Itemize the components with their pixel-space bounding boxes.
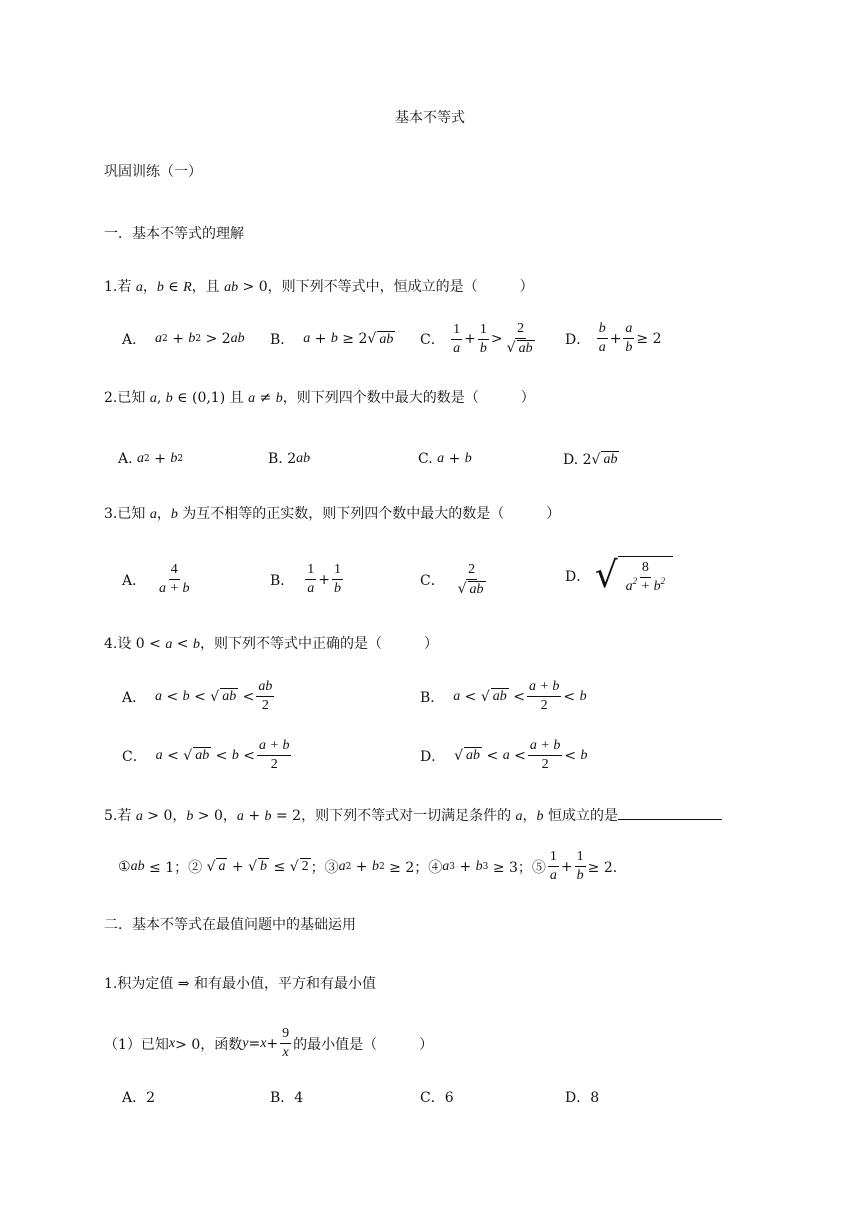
question-2-stem: 2.已知 a, b ∈ (0,1) 且 a ≠ b，则下列四个数中最大的数是（ ）: [104, 390, 535, 406]
question-5-stem: 5.若 a > 0，b > 0，a + b = 2，则下列不等式对一切满足条件的 a，b 恒成立的是: [104, 805, 722, 827]
question-6-stem: （1）已知 x > 0，函数 y = x + $\frac{9}{x}$ 的最小值是（ ）: [104, 1026, 434, 1060]
q1-option-c: C． $\frac{1}{a}$ + $\frac{1}{b}$ > $\frac{2}{√ ab}$: [420, 321, 533, 356]
q1-option-a: A． a 2 + b 2 > 2 ab: [122, 331, 245, 348]
question-3-stem: 3.已知 a，b 为互不相等的正实数，则下列四个数中最大的数是（ ）: [104, 506, 561, 522]
q6-option-b: B．4: [270, 1090, 304, 1106]
page-title: 基本不等式: [395, 110, 465, 126]
q4-option-c: C． a < √ ab < b < $\frac{a + b}{2}$: [122, 738, 290, 772]
q3-option-d: D． √ $\frac{8}{a^2 + b^2}$: [565, 556, 673, 596]
question-5-items: ① ab ≤ 1；② √ a + √ b ≤ √ 2 ；③ a 2 + b 2 ≥ 2；④ a 3 + b 3 ≥ 3；⑤ $\frac{1}{a}$ + $\frac{1}{b}$ ≥ 2．: [118, 849, 627, 883]
q3-option-a: A． $\frac{4}{a + b}$: [122, 562, 190, 596]
subsection-1-heading: 1.积为定值 ⇒ 和有最小值，平方和有最小值: [104, 976, 376, 992]
q3-option-c: C． $\frac{2}{√ ab}$: [420, 562, 484, 597]
q2-option-b: B. 2 ab: [268, 451, 311, 467]
question-4-stem: 4.设 0 < a < b，则下列不等式中正确的是（ ）: [104, 636, 438, 652]
q3-option-b: B． $\frac{1}{a}$ + $\frac{1}{b}$: [270, 562, 341, 596]
section-2-heading: 二．基本不等式在最值问题中的基础运用: [104, 917, 356, 933]
section-1-heading: 一．基本不等式的理解: [104, 226, 244, 242]
q6-option-d: D．8: [565, 1090, 600, 1106]
q2-option-a: A. a 2 + b 2: [118, 451, 184, 467]
q2-option-c: C. a + b: [418, 451, 472, 467]
q6-option-c: C．6: [420, 1090, 454, 1106]
answer-blank: [618, 805, 722, 820]
q6-option-a: A．2: [122, 1090, 156, 1106]
q4-option-b: B． a < √ ab < $\frac{a + b}{2}$ < b: [420, 679, 587, 713]
question-1-stem: 1.若 a，b ∈ R，且 ab > 0，则下列不等式中，恒成立的是（ ）: [104, 279, 534, 295]
q4-option-d: D． √ ab < a < $\frac{a + b}{2}$ < b: [420, 738, 588, 772]
q2-option-d: D. 2 √ ab: [563, 451, 618, 468]
q1-option-d: D． $\frac{b}{a}$ + $\frac{a}{b}$ ≥ 2: [565, 321, 662, 355]
q1-option-b: B． a + b ≥ 2 √ ab: [270, 331, 394, 348]
subtitle: 巩固训练（一）: [104, 164, 202, 180]
q4-option-a: A． a < b < √ ab < $\frac{ab}{2}$: [122, 679, 273, 713]
